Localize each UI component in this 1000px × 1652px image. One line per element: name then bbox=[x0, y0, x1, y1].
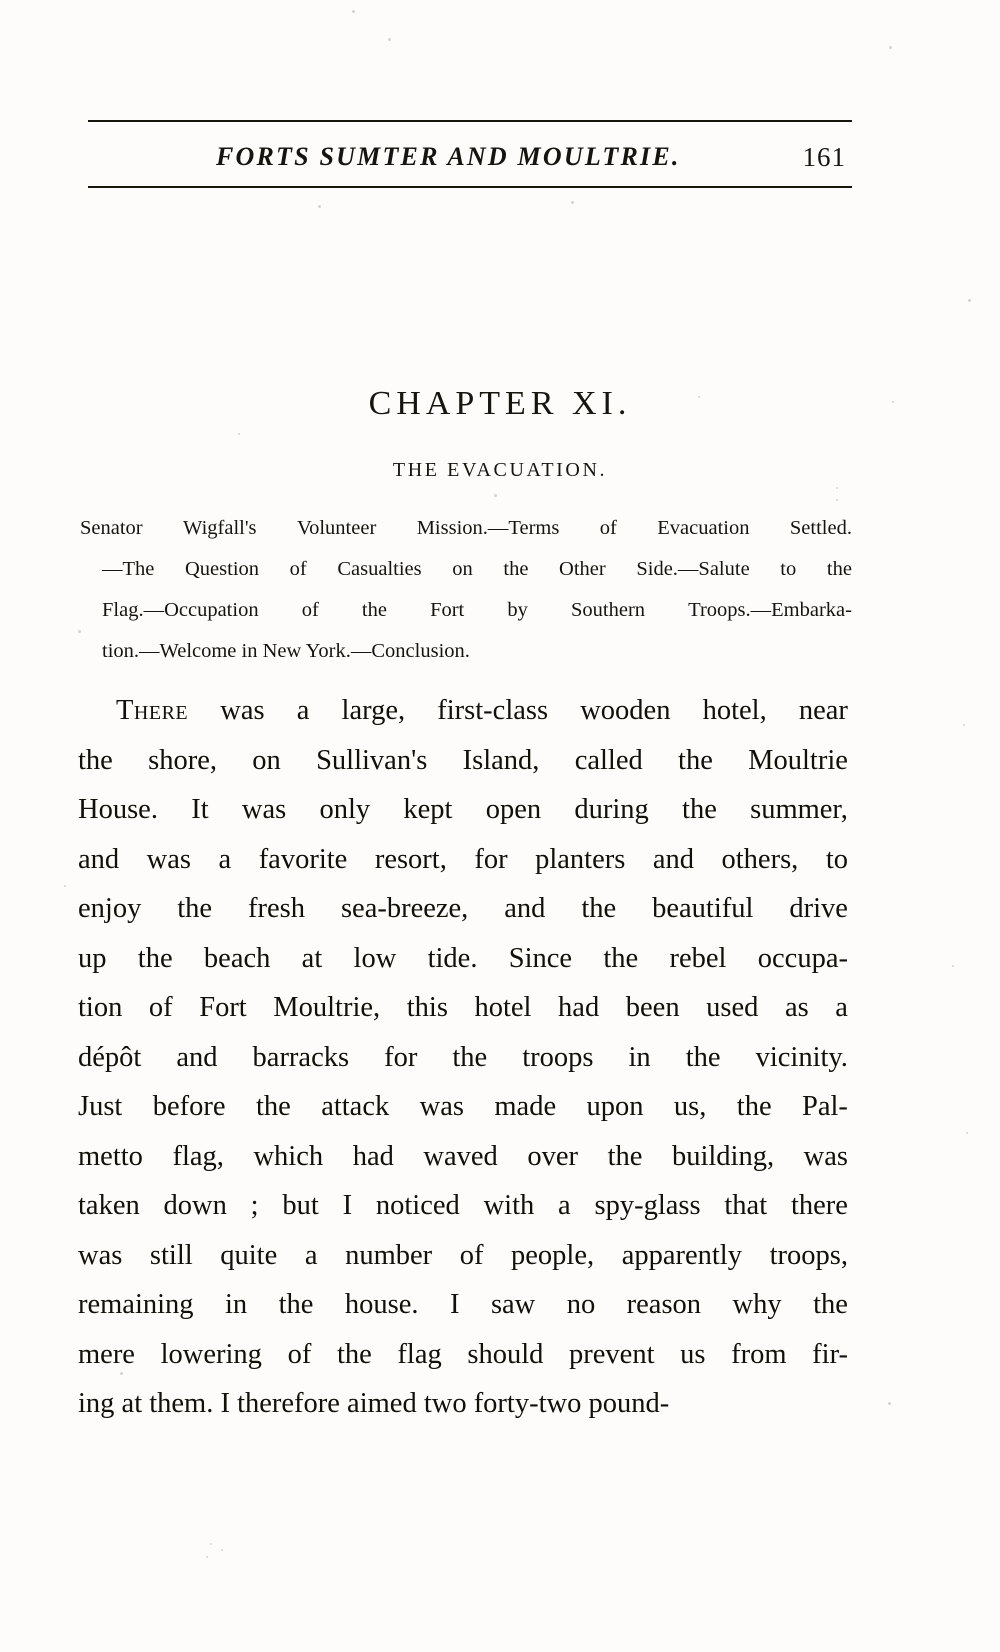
body-word: I bbox=[342, 1190, 353, 1221]
body-word: us, bbox=[673, 1091, 707, 1122]
body-word: occupa- bbox=[757, 942, 848, 974]
argument-word: by bbox=[507, 599, 528, 621]
argument-word: Flag.—Occupation bbox=[102, 599, 259, 621]
body-word: of bbox=[459, 1239, 484, 1271]
body-word: at bbox=[301, 942, 323, 974]
body-word: apparently bbox=[621, 1239, 742, 1271]
body-word: wooden bbox=[580, 695, 671, 726]
body-word: over bbox=[527, 1140, 578, 1172]
body-word: a bbox=[296, 695, 310, 726]
argument-word: Mission.—Terms bbox=[416, 517, 560, 539]
body-line-0 bbox=[78, 686, 848, 736]
body-line-11 bbox=[78, 1231, 848, 1281]
body-word: enjoy bbox=[78, 893, 142, 924]
body-word: was bbox=[241, 794, 287, 825]
body-word: reason bbox=[626, 1289, 702, 1320]
body-line-9 bbox=[78, 1132, 848, 1182]
body-word: to bbox=[825, 843, 848, 875]
body-line-2 bbox=[78, 785, 848, 835]
body-word: had bbox=[558, 992, 600, 1023]
body-word: saw bbox=[490, 1289, 536, 1320]
body-word: no bbox=[566, 1289, 596, 1320]
argument-word: Wigfall's bbox=[183, 517, 257, 539]
body-word: barracks bbox=[252, 1041, 350, 1073]
body-word: attack bbox=[321, 1091, 390, 1122]
body-word: been bbox=[625, 992, 680, 1023]
body-word: as bbox=[784, 992, 809, 1023]
body-word: rebel bbox=[669, 942, 727, 974]
argument-word: Side.—Salute bbox=[636, 558, 750, 580]
argument-line bbox=[80, 508, 852, 549]
body-word: near bbox=[798, 695, 848, 726]
running-title: FORTS SUMTER AND MOULTRIE. bbox=[216, 142, 681, 171]
body-word: Moultrie bbox=[748, 744, 848, 776]
body-line-12 bbox=[78, 1280, 848, 1330]
body-word: in bbox=[225, 1289, 248, 1320]
body-word: upon bbox=[586, 1091, 644, 1122]
body-word: which bbox=[253, 1140, 324, 1172]
body-line-1 bbox=[78, 736, 848, 786]
body-word: Moultrie, bbox=[273, 992, 381, 1023]
body-word: hotel bbox=[474, 992, 532, 1023]
body-word: favorite bbox=[258, 843, 348, 875]
body-word: of bbox=[287, 1338, 312, 1370]
body-word: mere bbox=[78, 1338, 135, 1370]
body-word: with bbox=[483, 1190, 535, 1221]
body-word: there bbox=[790, 1190, 848, 1221]
body-word: fresh bbox=[248, 893, 306, 924]
argument-word: Other bbox=[559, 558, 606, 580]
body-word: first-class bbox=[437, 695, 549, 726]
argument-word: Volunteer bbox=[296, 517, 377, 539]
body-word: from bbox=[731, 1338, 787, 1370]
body-word: ; bbox=[250, 1190, 259, 1221]
body-word: building, bbox=[671, 1140, 775, 1172]
body-word: flag bbox=[397, 1338, 442, 1370]
body-word: up bbox=[78, 942, 107, 974]
body-word: Sullivan's bbox=[316, 744, 428, 776]
argument-word: Settled. bbox=[789, 517, 852, 539]
body-word: made bbox=[494, 1091, 557, 1122]
body-word: dépôt bbox=[78, 1041, 142, 1073]
body-word: Fort bbox=[199, 992, 247, 1023]
body-word: Just bbox=[78, 1091, 123, 1122]
body-word: summer, bbox=[750, 794, 848, 825]
body-word: others, bbox=[721, 843, 799, 875]
argument-word: the bbox=[826, 558, 852, 580]
body-word: but bbox=[282, 1190, 319, 1221]
argument-line bbox=[80, 549, 852, 590]
body-word: spy-glass bbox=[594, 1190, 701, 1221]
body-word: down bbox=[163, 1190, 227, 1221]
body-word: the bbox=[336, 1338, 372, 1370]
body-word: in bbox=[628, 1041, 651, 1073]
argument-word: on bbox=[452, 558, 473, 580]
body-word: Island, bbox=[462, 744, 540, 776]
argument-word: of bbox=[289, 558, 307, 580]
body-line-6 bbox=[78, 983, 848, 1033]
body-word: tion bbox=[78, 992, 123, 1023]
body-word: the bbox=[78, 744, 113, 776]
body-word: metto bbox=[78, 1140, 143, 1172]
body-word: house. bbox=[344, 1289, 419, 1320]
body-word: the bbox=[278, 1289, 314, 1320]
body-word: It bbox=[191, 794, 209, 825]
body-word: vicinity. bbox=[755, 1041, 848, 1073]
body-word: that bbox=[724, 1190, 768, 1221]
argument-word: of bbox=[599, 517, 617, 539]
body-word: had bbox=[352, 1140, 394, 1172]
body-word: and bbox=[176, 1041, 218, 1073]
body-word: troops bbox=[522, 1041, 594, 1073]
running-head bbox=[88, 122, 852, 192]
body-word: waved bbox=[423, 1140, 498, 1172]
body-word: called bbox=[574, 744, 643, 776]
body-word: of bbox=[148, 992, 173, 1023]
body-line-5 bbox=[78, 934, 848, 984]
body-line-7 bbox=[78, 1033, 848, 1083]
body-word: the bbox=[255, 1091, 291, 1122]
body-word: during bbox=[574, 794, 649, 825]
body-word: the bbox=[813, 1289, 848, 1320]
argument-word: Southern bbox=[571, 599, 646, 621]
body-word: was bbox=[419, 1091, 464, 1122]
body-word: kept bbox=[403, 794, 453, 825]
chapter-subtitle: THE EVACUATION. bbox=[392, 459, 608, 481]
body-word: the bbox=[452, 1041, 488, 1073]
body-word: large, bbox=[341, 695, 406, 726]
body-word: taken bbox=[78, 1190, 140, 1221]
body-word: beach bbox=[203, 942, 271, 974]
argument-word: the bbox=[503, 558, 529, 580]
body-word: people, bbox=[511, 1239, 595, 1271]
page-number: 161 bbox=[802, 141, 846, 172]
argument-line: tion.—Welcome in New York.—Conclusion. bbox=[102, 640, 470, 662]
body-word: used bbox=[706, 992, 759, 1023]
body-line-4 bbox=[78, 884, 848, 934]
body-word: this bbox=[406, 992, 448, 1023]
argument-word: Fort bbox=[430, 599, 465, 621]
body-word: for bbox=[474, 843, 508, 875]
body-word: low bbox=[353, 942, 397, 974]
body-line-14: ing at them. I therefore aimed two forty-two pound- bbox=[78, 1388, 670, 1419]
body-word: drive bbox=[789, 893, 848, 924]
body-word: a bbox=[835, 992, 848, 1023]
chapter-argument bbox=[80, 508, 852, 672]
body-word: was bbox=[78, 1239, 123, 1271]
argument-word: Casualties bbox=[337, 558, 422, 580]
body-word: the bbox=[581, 893, 617, 924]
body-word: the bbox=[607, 1140, 643, 1172]
body-word: planters bbox=[535, 843, 626, 875]
body-word: remaining bbox=[78, 1289, 194, 1320]
body-word: House. bbox=[78, 794, 158, 825]
body-word: the bbox=[685, 1041, 721, 1073]
body-word: beautiful bbox=[652, 893, 754, 924]
argument-word: —The bbox=[102, 558, 155, 580]
body-word: a bbox=[218, 843, 232, 875]
body-word: was bbox=[803, 1140, 848, 1172]
body-text bbox=[78, 686, 848, 1429]
argument-word: the bbox=[361, 599, 387, 621]
argument-word: Troops.—Embarka- bbox=[688, 599, 852, 621]
body-word: and bbox=[504, 893, 546, 924]
body-line-8 bbox=[78, 1082, 848, 1132]
body-word: quite bbox=[220, 1239, 278, 1271]
body-word: resort, bbox=[374, 843, 447, 875]
body-word: on bbox=[252, 744, 281, 776]
body-word: number bbox=[345, 1239, 433, 1271]
body-word: still bbox=[149, 1239, 193, 1271]
body-word: flag, bbox=[172, 1140, 224, 1172]
body-word: sea-breeze, bbox=[340, 893, 469, 924]
body-word: lowering bbox=[160, 1338, 262, 1370]
body-word: the bbox=[137, 942, 173, 974]
chapter-title: CHAPTER XI. bbox=[368, 385, 632, 422]
body-word: should bbox=[467, 1338, 544, 1370]
body-line-10 bbox=[78, 1181, 848, 1231]
body-word: hotel, bbox=[702, 695, 767, 726]
body-word: the bbox=[678, 744, 713, 776]
body-word: prevent bbox=[569, 1338, 655, 1370]
body-word: fir- bbox=[812, 1338, 848, 1370]
body-word: the bbox=[736, 1091, 772, 1122]
argument-word: to bbox=[780, 558, 797, 580]
body-word: was bbox=[220, 695, 265, 726]
body-word: troops, bbox=[769, 1239, 848, 1271]
body-word: and bbox=[652, 843, 694, 875]
body-word: before bbox=[152, 1091, 226, 1122]
body-word: was bbox=[146, 843, 191, 875]
body-word: open bbox=[485, 794, 542, 825]
body-word: the bbox=[682, 794, 717, 825]
body-word: and bbox=[78, 843, 120, 875]
body-word: There bbox=[116, 695, 189, 726]
body-line-13 bbox=[78, 1330, 848, 1380]
argument-word: Evacuation bbox=[657, 517, 750, 539]
body-word: tide. bbox=[427, 942, 478, 974]
argument-word: Question bbox=[185, 558, 260, 580]
body-word: a bbox=[304, 1239, 318, 1271]
body-word: shore, bbox=[148, 744, 217, 776]
body-word: Pal- bbox=[802, 1091, 848, 1122]
body-word: the bbox=[603, 942, 639, 974]
body-word: why bbox=[732, 1289, 782, 1320]
argument-word: of bbox=[301, 599, 319, 621]
body-word: Since bbox=[508, 942, 573, 974]
body-word: a bbox=[558, 1190, 571, 1221]
argument-line bbox=[80, 590, 852, 631]
body-word: only bbox=[319, 794, 371, 825]
body-line-3 bbox=[78, 835, 848, 885]
body-word: for bbox=[384, 1041, 418, 1073]
body-word: the bbox=[177, 893, 213, 924]
body-word: noticed bbox=[375, 1190, 460, 1221]
body-word: I bbox=[449, 1289, 460, 1320]
argument-word: Senator bbox=[80, 517, 143, 539]
body-word: us bbox=[680, 1338, 706, 1370]
